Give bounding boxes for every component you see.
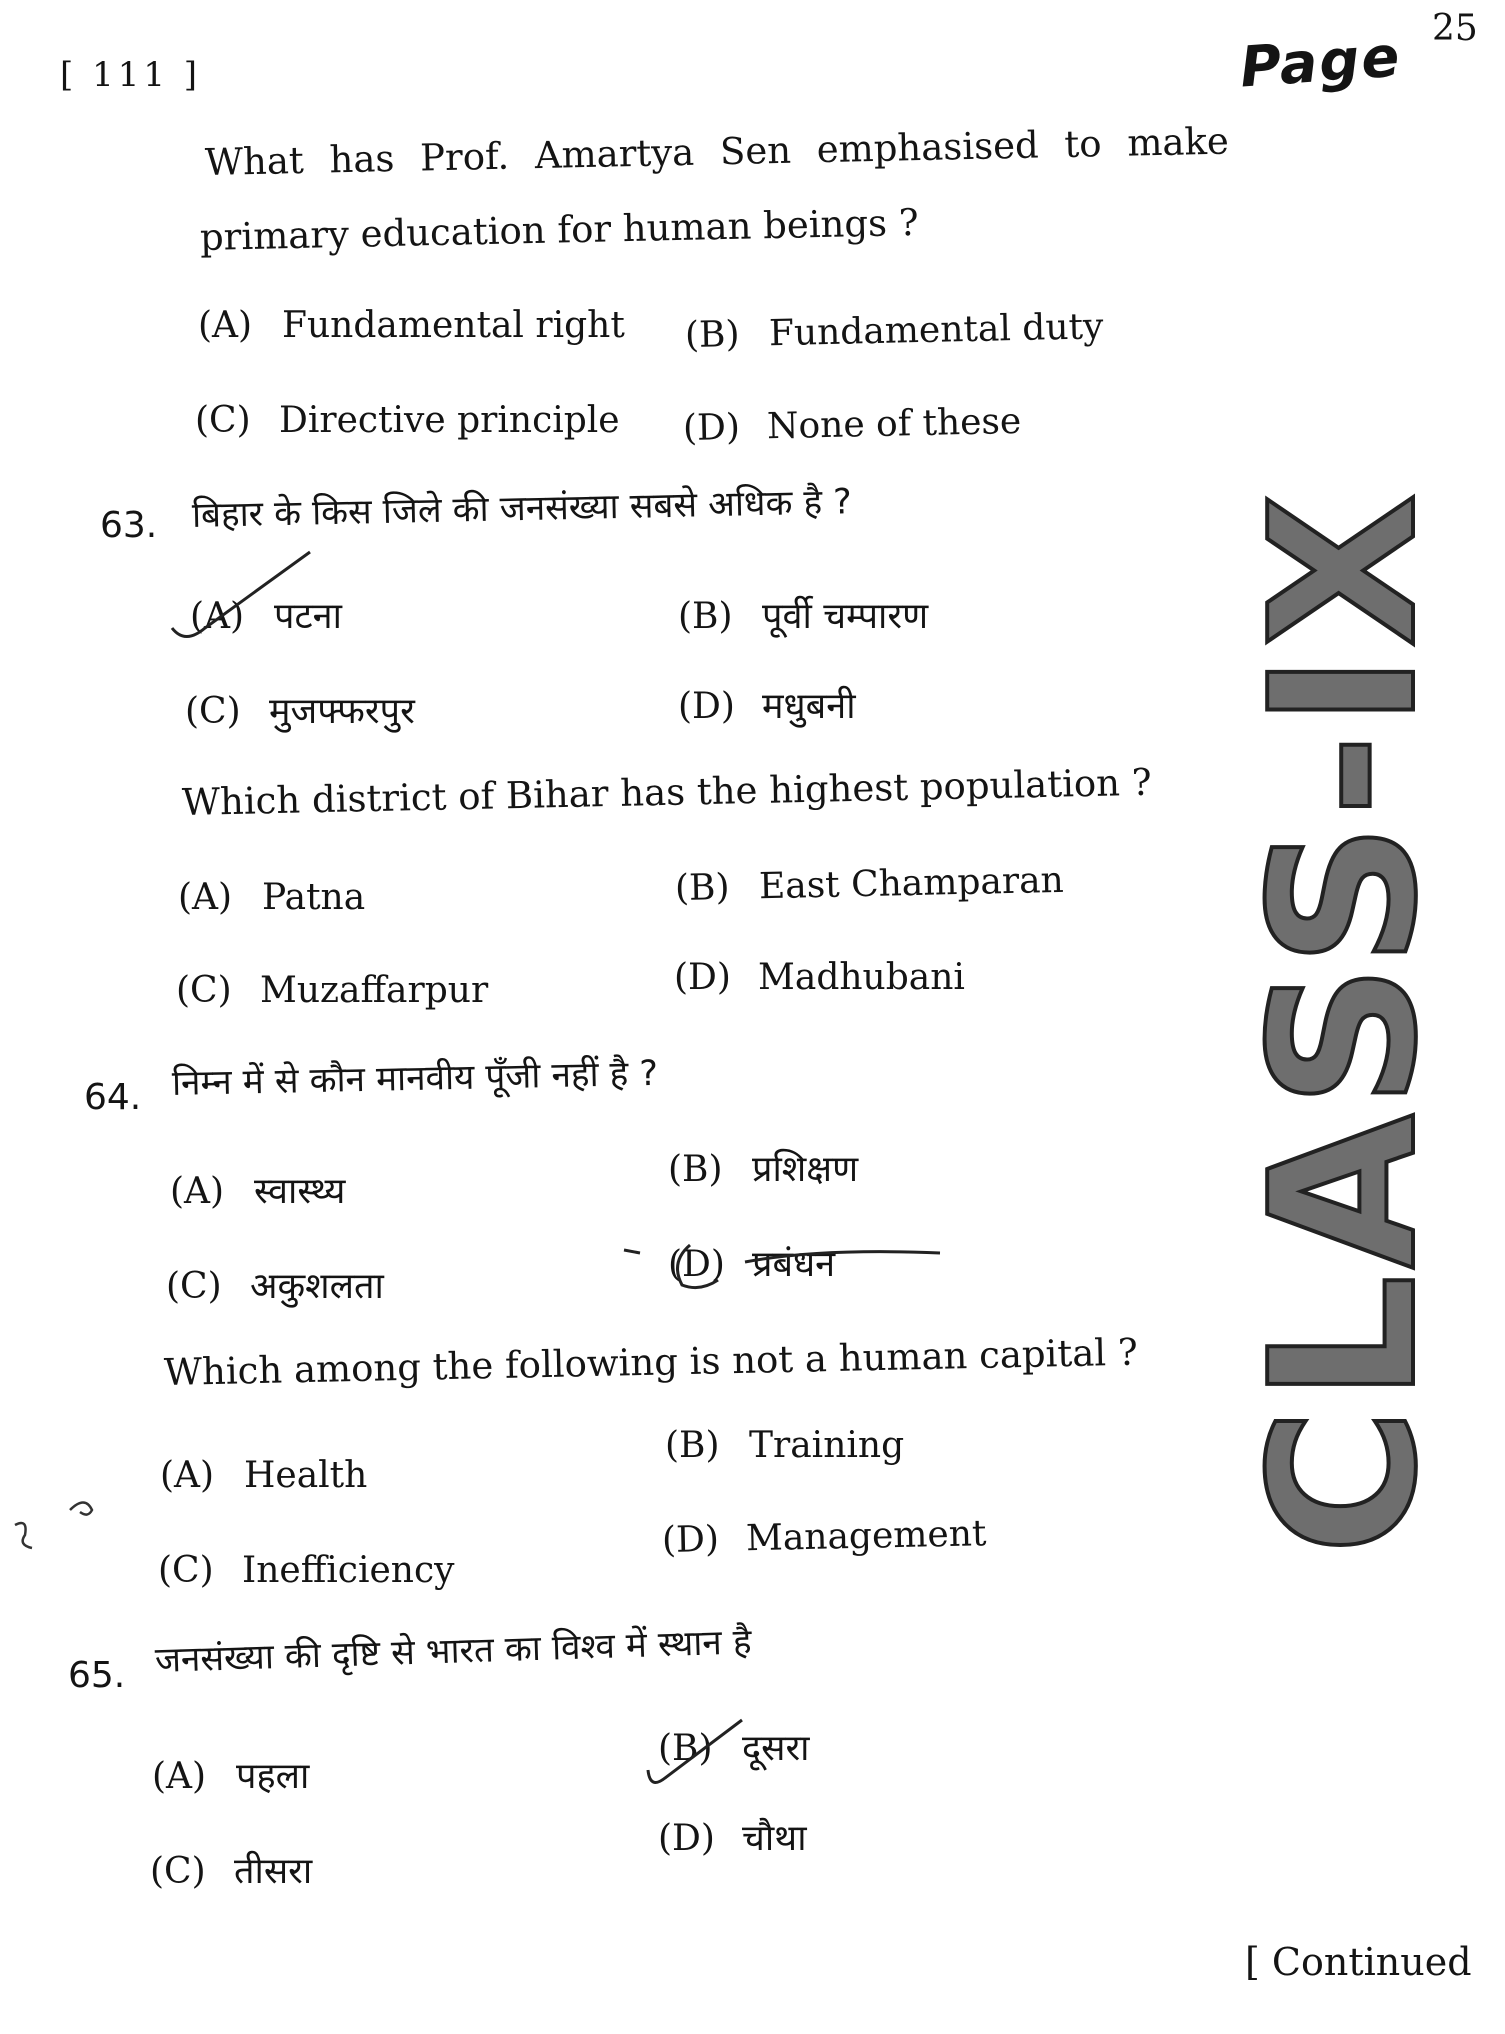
option-text: Training (749, 1425, 905, 1466)
paper-code: [ 111 ] (60, 55, 202, 95)
q63-en-question: Which district of Bihar has the highest population ? (181, 760, 1153, 824)
option-letter: (B) (668, 1149, 723, 1190)
q62-option-d (683, 401, 1022, 449)
option-text: Management (745, 1513, 987, 1560)
q63-number: 63. (100, 505, 158, 546)
option-letter: (A) (152, 1756, 207, 1797)
option-letter: (D) (668, 1244, 725, 1285)
option-text: Fundamental duty (768, 306, 1104, 355)
option-letter: (C) (166, 1266, 222, 1307)
q64-hi-option-d (668, 1238, 835, 1287)
option-letter: (B) (678, 596, 733, 637)
option-text: पटना (274, 596, 342, 637)
option-letter: (B) (684, 313, 740, 356)
page-number: 25 (1432, 8, 1478, 49)
option-letter: (D) (678, 686, 735, 727)
scribble-mark-left-2 (70, 1503, 92, 1515)
continued-label: [ Continued (1245, 1940, 1472, 1984)
q63-hi-option-b (678, 590, 928, 639)
option-text: None of these (766, 400, 1022, 448)
q62-option-a (198, 305, 625, 346)
q64-hi-option-a (170, 1165, 345, 1214)
option-letter: (A) (178, 877, 233, 918)
q65-hi-option-c (150, 1845, 312, 1894)
q62-en-line2: primary education for human beings ? (199, 200, 920, 259)
option-letter: (D) (658, 1818, 715, 1859)
option-letter: (A) (198, 305, 253, 346)
q63-en-option-c (176, 970, 488, 1011)
q64-hi-option-c (166, 1260, 384, 1309)
option-letter: (B) (674, 866, 730, 909)
q65-hi-question: जनसंख्या की दृष्टि से भारत का विश्व में स्थान है (154, 1622, 753, 1681)
option-text: Patna (262, 877, 366, 918)
option-text: मधुबनी (762, 686, 856, 727)
q65-hi-option-a (152, 1750, 309, 1799)
option-text: तीसरा (234, 1851, 313, 1892)
class-watermark: CLASS-IX (1228, 487, 1461, 1555)
q63-hi-question: बिहार के किस जिले की जनसंख्या सबसे अधिक है ? (191, 482, 853, 536)
option-letter: (C) (176, 970, 232, 1011)
option-text: Madhubani (758, 957, 965, 998)
q64-en-option-c (158, 1550, 454, 1591)
option-letter: (C) (195, 400, 251, 441)
q65-hi-option-b (658, 1722, 810, 1771)
option-letter: (D) (674, 957, 731, 998)
option-text: Directive principle (279, 400, 620, 441)
q63-hi-option-d (678, 680, 856, 729)
option-text: Muzaffarpur (260, 970, 489, 1011)
q63-hi-option-a (190, 590, 342, 639)
option-letter: (C) (185, 691, 241, 732)
option-letter: (B) (665, 1425, 720, 1466)
q65-number: 65. (68, 1655, 126, 1696)
q64-en-option-d (662, 1513, 987, 1561)
q63-en-option-d (674, 957, 965, 998)
option-text: स्वास्थ्य (254, 1171, 346, 1212)
option-text: पहला (236, 1756, 310, 1797)
dash-mark-q64 (624, 1250, 640, 1253)
option-text: प्रशिक्षण (752, 1149, 859, 1190)
option-letter: (B) (658, 1728, 713, 1769)
option-letter: (A) (170, 1171, 225, 1212)
option-letter: (D) (682, 406, 741, 449)
page-label: Page (1237, 24, 1404, 101)
option-text: प्रबंधन (752, 1244, 836, 1285)
scribble-mark-left (15, 1523, 32, 1548)
option-text: East Champaran (758, 859, 1065, 908)
q64-hi-option-b (668, 1143, 858, 1192)
q63-en-option-a (178, 877, 365, 918)
q64-en-question: Which among the following is not a human capital ? (163, 1330, 1139, 1394)
q64-number: 64. (84, 1077, 142, 1118)
q64-en-option-a (160, 1455, 367, 1496)
q62-en-line1: What has Prof. Amartya Sen emphasised to make (204, 119, 1230, 184)
option-text: Fundamental right (282, 305, 625, 346)
option-text: दूसरा (742, 1728, 810, 1769)
q62-option-c (195, 400, 620, 441)
option-text: मुजफ्फरपुर (269, 691, 415, 732)
option-text: पूर्वी चम्पारण (762, 596, 929, 637)
q65-hi-option-d (658, 1812, 807, 1861)
option-letter: (D) (661, 1518, 720, 1561)
option-letter: (C) (150, 1851, 206, 1892)
option-text: चौथा (742, 1818, 807, 1859)
q62-option-b (685, 306, 1104, 356)
q63-hi-option-c (185, 685, 415, 734)
q64-en-option-b (665, 1425, 904, 1466)
option-text: अकुशलता (250, 1266, 384, 1307)
option-letter: (A) (160, 1455, 215, 1496)
q63-en-option-b (675, 860, 1065, 909)
option-text: Inefficiency (242, 1550, 455, 1591)
q64-hi-question: निम्न में से कौन मानवीय पूँजी नहीं है ? (171, 1053, 659, 1104)
option-letter: (C) (158, 1550, 214, 1591)
option-text: Health (244, 1455, 368, 1496)
option-letter: (A) (190, 596, 245, 637)
